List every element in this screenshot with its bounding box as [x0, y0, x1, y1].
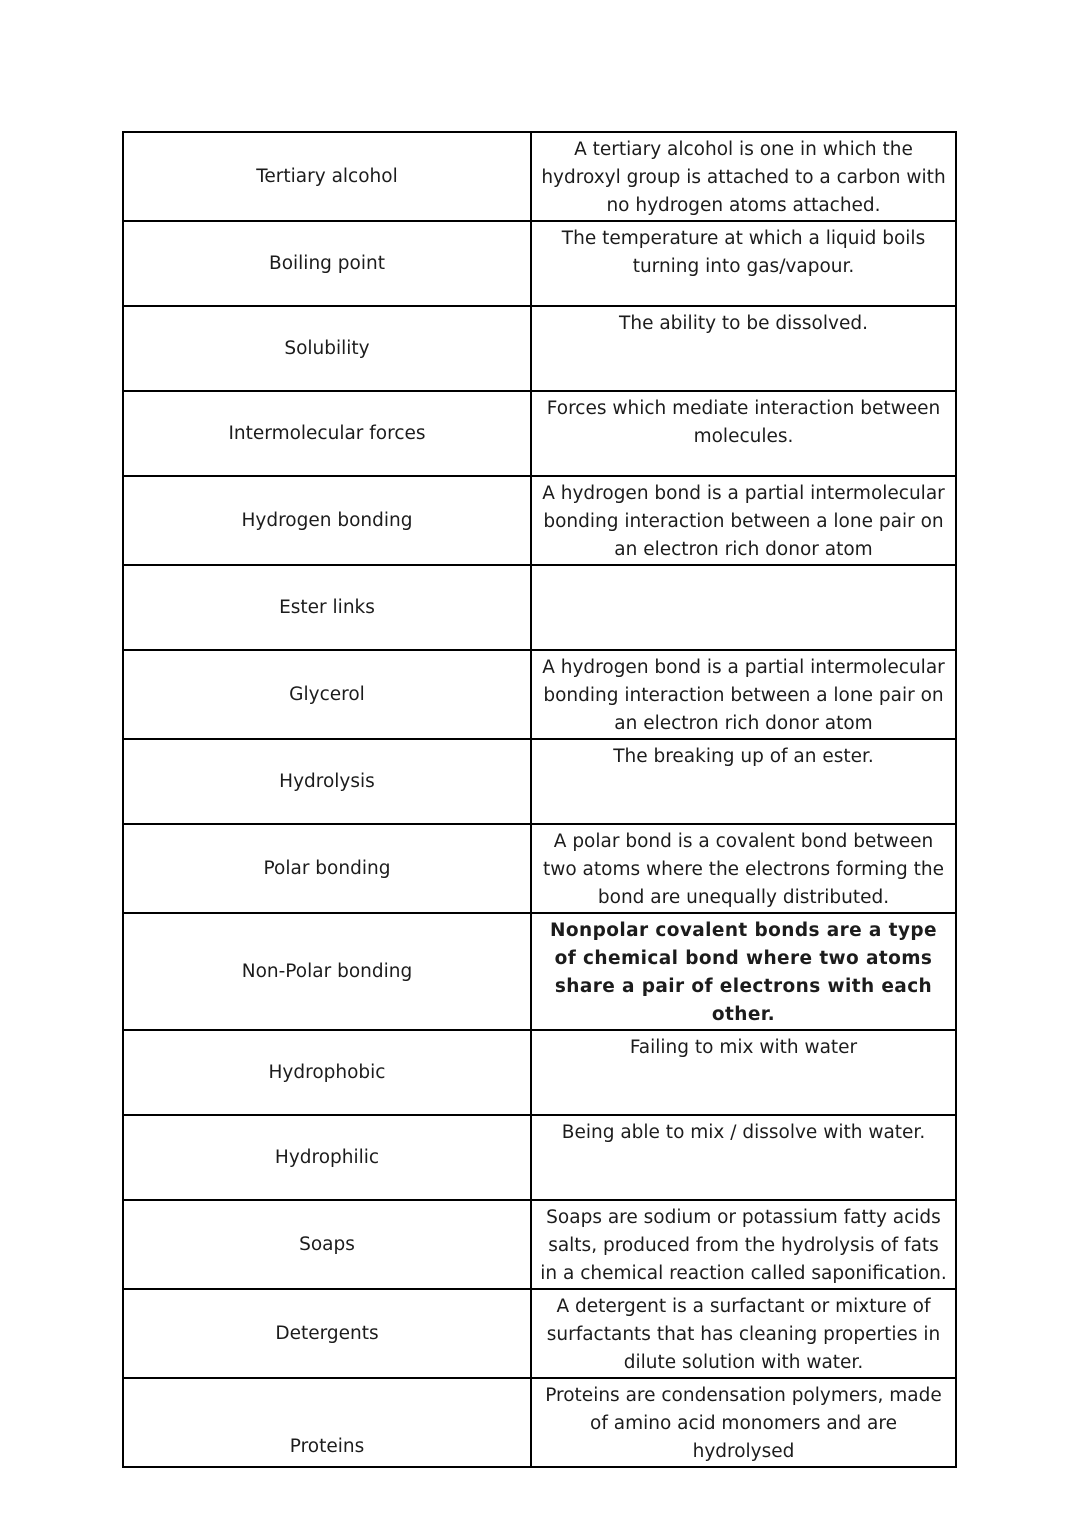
term-cell: Boiling point [123, 221, 531, 306]
table-row [123, 391, 956, 476]
definition-cell: Being able to mix / dissolve with water. [531, 1115, 956, 1200]
table-row [123, 1200, 956, 1289]
term-cell: Tertiary alcohol [123, 132, 531, 221]
table-row [123, 1289, 956, 1378]
definition-cell: The ability to be dissolved. [531, 306, 956, 391]
table-row [123, 1378, 956, 1467]
term-cell: Hydrophobic [123, 1030, 531, 1115]
definition-cell [531, 565, 956, 650]
table-row [123, 913, 956, 1030]
table-row [123, 1030, 956, 1115]
definition-cell: Soaps are sodium or potassium fatty acids salts, produced from the hydrolysis of fats in a chemical reaction called saponification. [531, 1200, 956, 1289]
definition-cell: Proteins are condensation polymers, made of amino acid monomers and are hydrolysed [531, 1378, 956, 1467]
definition-cell: Forces which mediate interaction between molecules. [531, 391, 956, 476]
term-cell: Glycerol [123, 650, 531, 739]
table-row [123, 476, 956, 565]
term-cell: Intermolecular forces [123, 391, 531, 476]
table-row [123, 132, 956, 221]
definition-cell: The breaking up of an ester. [531, 739, 956, 824]
term-cell: Polar bonding [123, 824, 531, 913]
table-row [123, 650, 956, 739]
term-cell: Ester links [123, 565, 531, 650]
term-cell: Hydrophilic [123, 1115, 531, 1200]
definition-cell: A hydrogen bond is a partial intermolecular bonding interaction between a lone pair on an electron rich donor atom [531, 476, 956, 565]
term-cell: Soaps [123, 1200, 531, 1289]
term-cell: Detergents [123, 1289, 531, 1378]
term-cell: Hydrogen bonding [123, 476, 531, 565]
glossary-table-body [123, 132, 956, 1467]
term-cell: Solubility [123, 306, 531, 391]
table-row [123, 221, 956, 306]
table-row [123, 565, 956, 650]
definition-cell: The temperature at which a liquid boils turning into gas/vapour. [531, 221, 956, 306]
definition-cell: Nonpolar covalent bonds are a type of chemical bond where two atoms share a pair of electrons with each other. [531, 913, 956, 1030]
definition-cell: A detergent is a surfactant or mixture of surfactants that has cleaning properties in dilute solution with water. [531, 1289, 956, 1378]
table-row [123, 739, 956, 824]
term-cell: Proteins [123, 1378, 531, 1467]
glossary-table [122, 131, 957, 1468]
definition-cell: Failing to mix with water [531, 1030, 956, 1115]
term-cell: Hydrolysis [123, 739, 531, 824]
table-row [123, 824, 956, 913]
definition-cell: A hydrogen bond is a partial intermolecular bonding interaction between a lone pair on an electron rich donor atom [531, 650, 956, 739]
definition-cell: A polar bond is a covalent bond between two atoms where the electrons forming the bond are unequally distributed. [531, 824, 956, 913]
table-row [123, 1115, 956, 1200]
table-row [123, 306, 956, 391]
term-cell: Non-Polar bonding [123, 913, 531, 1030]
definition-cell: A tertiary alcohol is one in which the hydroxyl group is attached to a carbon with no hydrogen atoms attached. [531, 132, 956, 221]
